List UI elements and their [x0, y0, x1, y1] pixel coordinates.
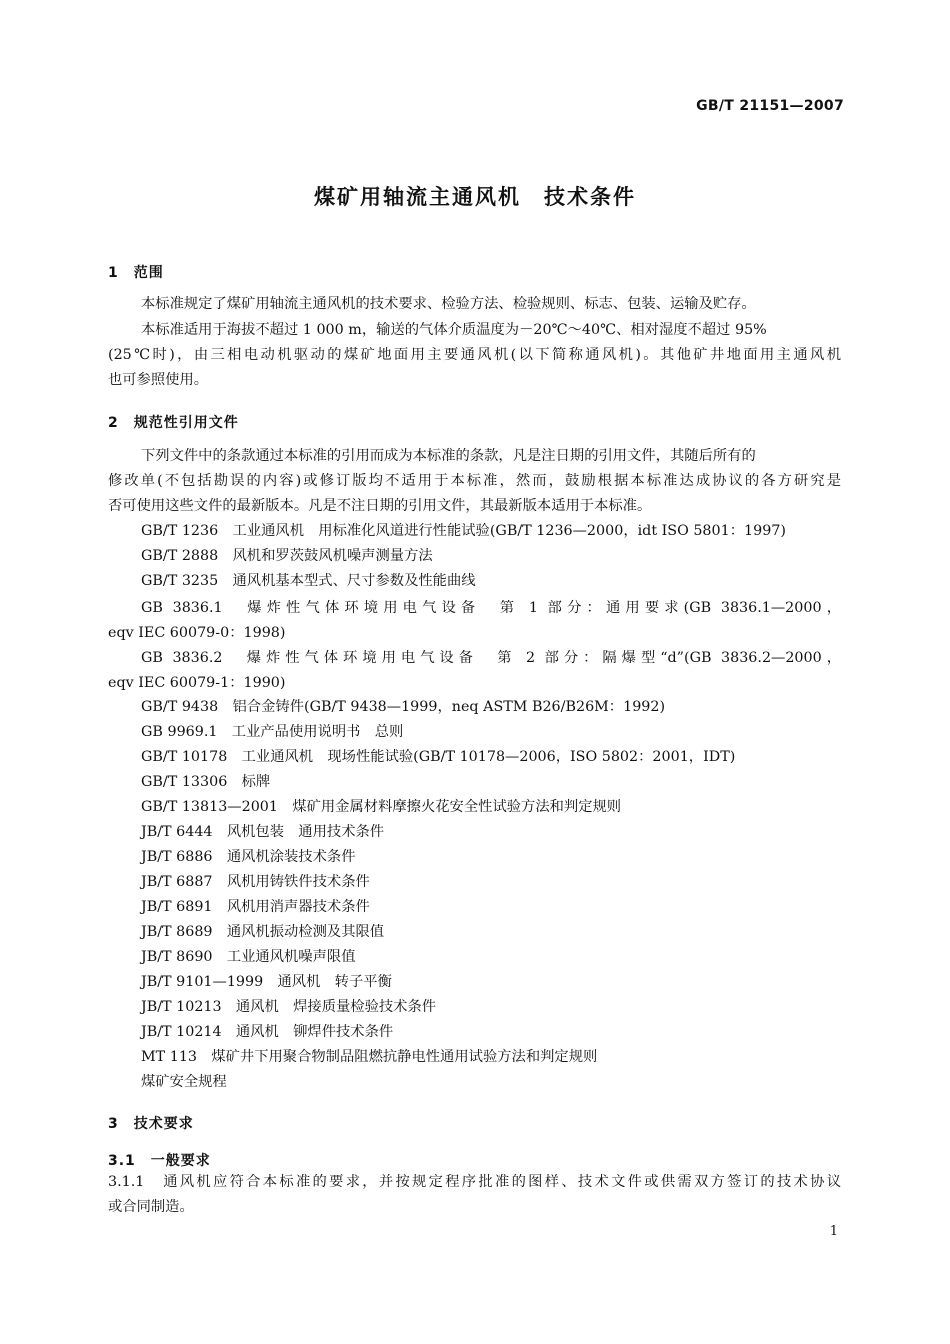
references-intro-line-3: 否可使用这些文件的最新版本。凡是不注日期的引用文件，其最新版本适用于本标准。 [108, 498, 652, 514]
scope-paragraph-2-line-3: 也可参照使用。 [108, 372, 209, 388]
reference-item-continuation: eqv IEC 60079-0：1998) [108, 625, 286, 641]
reference-item: GB/T 9438 铝合金铸件(GB/T 9438—1999，neq ASTM B26/B26M：1992) [141, 699, 666, 715]
scope-paragraph-2-line-1: 本标准适用于海拔不超过 1 000 m，输送的气体介质温度为－20℃～40℃、相对湿度不超过 95% [141, 322, 767, 338]
section-heading-normative-references: 2 规范性引用文件 [108, 415, 239, 431]
standard-number: GB/T 21151—2007 [696, 98, 844, 114]
page-number: 1 [829, 1224, 838, 1239]
reference-item: JB/T 10214 通风机 铆焊件技术条件 [141, 1024, 394, 1040]
reference-item: 煤矿安全规程 [141, 1074, 227, 1090]
reference-item: JB/T 10213 通风机 焊接质量检验技术条件 [141, 999, 437, 1015]
reference-item: GB/T 13306 标牌 [141, 774, 271, 790]
reference-item: GB/T 10178 工业通风机 现场性能试验(GB/T 10178—2006，ISO 5802：2001，IDT) [141, 749, 736, 765]
reference-item: GB 3836.1 爆炸性气体环境用电气设备 第 1 部分：通用要求(GB 3836.1—2000， [141, 600, 841, 616]
reference-item: JB/T 8690 工业通风机噪声限值 [141, 949, 356, 965]
reference-item: GB/T 3235 通风机基本型式、尺寸参数及性能曲线 [141, 573, 476, 589]
reference-item: JB/T 6887 风机用铸铁件技术条件 [141, 874, 370, 890]
references-intro-line-1: 下列文件中的条款通过本标准的引用而成为本标准的条款，凡是注日期的引用文件，其随后所有的 [141, 448, 756, 464]
reference-item: MT 113 煤矿井下用聚合物制品阻燃抗静电性通用试验方法和判定规则 [141, 1049, 598, 1065]
reference-item: JB/T 6886 通风机涂装技术条件 [141, 849, 356, 865]
section-heading-technical-requirements: 3 技术要求 [108, 1116, 194, 1132]
reference-item-continuation: eqv IEC 60079-1：1990) [108, 675, 286, 691]
reference-item: GB/T 1236 工业通风机 用标准化风道进行性能试验(GB/T 1236—2000，idt ISO 5801：1997) [141, 523, 786, 539]
reference-item: GB/T 2888 风机和罗茨鼓风机噪声测量方法 [141, 548, 433, 564]
references-intro-line-2: 修改单(不包括勘误的内容)或修订版均不适用于本标准，然而，鼓励根据本标准达成协议的各方研究是 [108, 473, 841, 489]
subsection-heading-general-requirements: 3.1 一般要求 [108, 1153, 211, 1169]
scope-paragraph-2-line-2: (25℃时)，由三相电动机驱动的煤矿地面用主要通风机(以下简称通风机)。其他矿井地面用主通风机 [108, 347, 841, 363]
document-title: 煤矿用轴流主通风机 技术条件 [314, 185, 636, 209]
reference-item: JB/T 8689 通风机振动检测及其限值 [141, 924, 385, 940]
clause-3-1-1-line-1: 3.1.1 通风机应符合本标准的要求，并按规定程序批准的图样、技术文件或供需双方签订的技术协议 [108, 1174, 841, 1190]
reference-item: GB/T 13813—2001 煤矿用金属材料摩擦火花安全性试验方法和判定规则 [141, 799, 622, 815]
clause-3-1-1-line-2: 或合同制造。 [108, 1199, 194, 1215]
reference-item: JB/T 6891 风机用消声器技术条件 [141, 899, 370, 915]
reference-item: JB/T 9101—1999 通风机 转子平衡 [141, 974, 392, 990]
reference-item: JB/T 6444 风机包装 通用技术条件 [141, 824, 385, 840]
scope-paragraph-1: 本标准规定了煤矿用轴流主通风机的技术要求、检验方法、检验规则、标志、包装、运输及贮存。 [141, 296, 756, 312]
section-heading-scope: 1 范围 [108, 265, 164, 281]
reference-item: GB 9969.1 工业产品使用说明书 总则 [141, 724, 404, 740]
reference-item: GB 3836.2 爆炸性气体环境用电气设备 第 2 部分：隔爆型“d”(GB 3836.2—2000， [141, 650, 841, 666]
